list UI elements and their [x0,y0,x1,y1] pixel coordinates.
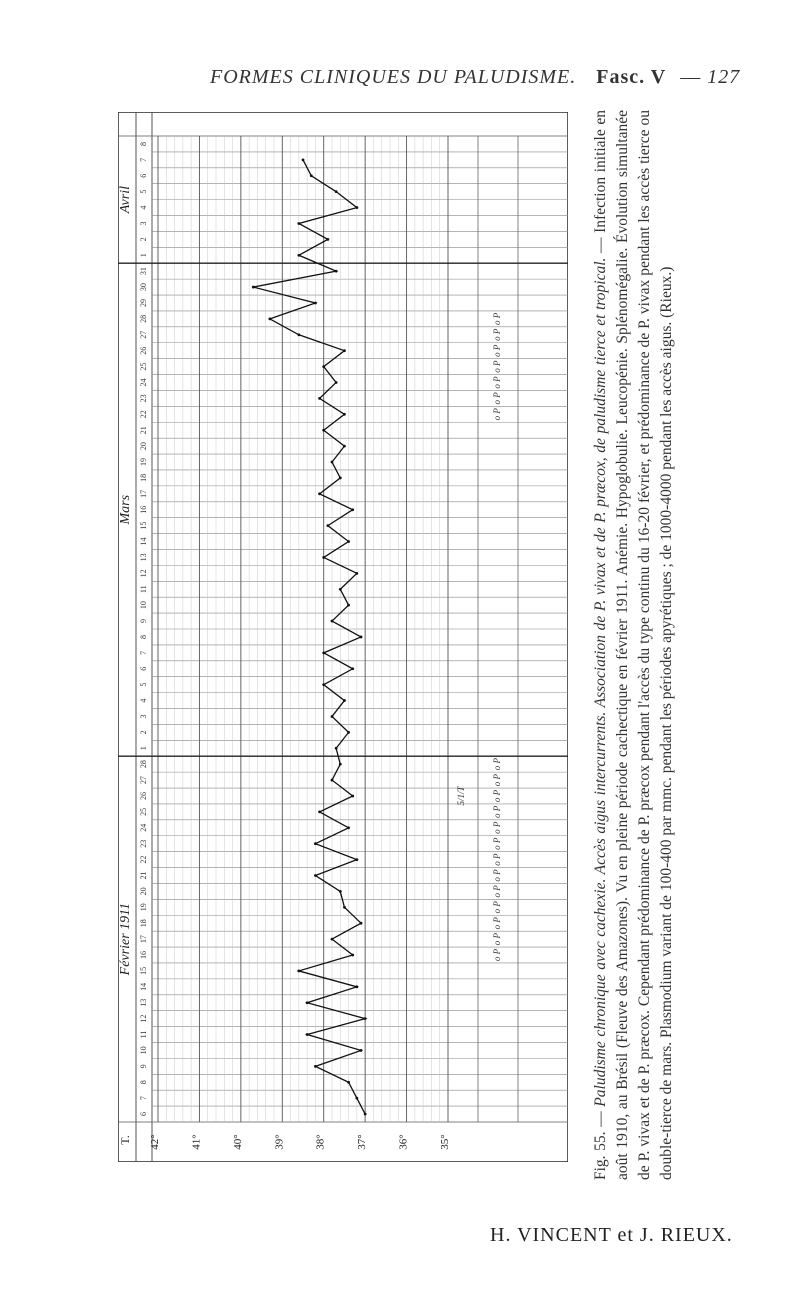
parasite-note: o P [492,869,503,882]
day-label: 24 [138,823,148,832]
fascicle-label: Fasc. V [596,66,667,88]
parasite-note: o P [492,344,503,357]
temperature-tick-label: 42° [149,1134,161,1150]
parasite-note: o P [492,392,503,405]
day-label: 18 [138,473,148,482]
month-label: Février 1911 [118,902,133,976]
day-label: 2 [138,237,148,242]
day-label: 31 [138,267,148,276]
month-labels [118,186,133,976]
day-label: 1 [138,746,148,751]
day-label: 13 [138,553,148,562]
day-label: 8 [138,634,148,639]
parasite-note: o P [492,885,503,898]
temperature-point [347,826,350,829]
day-label: 10 [138,1046,148,1055]
count-note: 5/1/T [456,786,467,806]
day-label: 27 [138,330,148,339]
day-label: 17 [138,935,148,944]
day-label: 5 [138,189,148,194]
temperature-tick-label: 35° [439,1134,451,1150]
figure-label: Fig. 55. — [592,1111,609,1180]
temperature-point [306,1001,309,1004]
parasite-note: o P [492,948,503,962]
temperature-point [343,413,346,416]
temperature-point [306,1033,309,1036]
chart-frame [118,112,568,1162]
temperature-point [318,397,321,400]
temperature-tick-label: 38° [314,1134,327,1150]
figure-title: Paludisme chronique avec cachexie. Accès aigus intercurrents. Association de P. vivax et de P. præcox, de paludisme tierce et tropical. [592,257,609,1107]
temperature-series [252,158,367,1115]
day-label: 6 [138,1112,148,1117]
figure-caption-area [590,110,710,1180]
page-header [210,66,770,89]
temperature-point [297,970,300,973]
day-label: 25 [138,807,148,816]
temperature-point [252,286,255,289]
axis-title: T. [118,1135,132,1145]
day-label: 9 [138,1064,148,1069]
temperature-point [331,938,334,941]
parasite-note: o P [492,837,503,850]
temperature-point [360,636,363,639]
temperature-point [326,238,329,241]
temperature-point [318,492,321,495]
temperature-point [339,890,342,893]
parasite-note: o P [492,312,503,326]
temperature-point [310,174,313,177]
parasite-note: o P [492,821,503,834]
day-label: 18 [138,919,148,928]
temperature-point [355,206,358,209]
parasite-note: o P [492,360,503,373]
day-labels [139,142,148,1116]
day-label: 9 [138,619,148,624]
day-label: 20 [138,442,148,451]
temperature-point [347,604,350,607]
temperature-point [355,858,358,861]
day-label: 3 [138,714,148,719]
parasite-note: o P [492,805,503,819]
parasite-note: o P [492,328,503,341]
temperature-tick-label: 40° [231,1134,244,1150]
parasite-note: o P [492,917,503,930]
temperature-point [314,842,317,845]
day-label: 3 [138,221,148,226]
temperature-point [314,302,317,305]
day-label: 11 [138,1030,148,1039]
temperature-point [347,1081,350,1084]
day-label: 29 [138,298,148,307]
temperature-point [351,954,354,957]
day-label: 19 [138,903,148,912]
temperature-point [364,1017,367,1020]
day-label: 5 [138,682,148,687]
running-title: FORMES CLINIQUES DU PALUDISME. [210,66,577,88]
day-label: 28 [138,314,148,323]
day-label: 12 [138,1014,148,1023]
day-label: 14 [138,982,148,991]
day-label: 22 [138,410,148,419]
day-label: 21 [138,426,148,435]
day-label: 23 [138,839,148,848]
temperature-point [339,588,342,591]
day-label: 26 [138,346,148,355]
day-label: 16 [138,951,148,960]
temperature-point [297,222,300,225]
temperature-chart [118,112,568,1162]
day-label: 24 [138,378,148,387]
temperature-point [351,795,354,798]
temperature-point [351,667,354,670]
temperature-point [343,699,346,702]
temperature-point [331,779,334,782]
temperature-point [331,461,334,464]
temperature-point [364,1113,367,1116]
day-label: 7 [138,1096,148,1101]
temperature-point [322,651,325,654]
parasite-note: o P [492,408,503,421]
header-dash: — [680,66,702,88]
temperature-point [355,572,358,575]
parasite-note: o P [492,758,503,771]
temperature-tick-label: 37° [356,1134,369,1150]
day-label: 1 [138,253,148,258]
temperature-point [347,731,350,734]
day-label: 8 [138,141,148,146]
temperature-point [335,270,338,273]
temperature-point [331,620,334,623]
day-label: 27 [138,776,148,785]
day-label: 25 [138,362,148,371]
temperature-point [322,556,325,559]
day-label: 6 [138,173,148,178]
temperature-point [326,524,329,527]
parasite-note: o P [492,376,503,389]
day-label: 10 [138,601,148,610]
day-label: 11 [138,585,148,594]
temperature-point [322,429,325,432]
temperature-point [339,763,342,766]
day-label: 8 [138,1080,148,1085]
day-label: 4 [138,698,148,703]
temperature-point [360,1049,363,1052]
temperature-point [297,254,300,257]
day-label: 7 [138,650,148,655]
day-label: 20 [138,887,148,896]
day-label: 6 [138,666,148,671]
day-label: 7 [138,157,148,162]
parasite-note: o P [492,789,503,803]
temperature-point [322,683,325,686]
temperature-point [343,445,346,448]
parasite-note: o P [492,773,503,787]
temperature-point [347,540,350,543]
day-label: 13 [138,998,148,1007]
temperature-labels [118,1134,451,1149]
temperature-point [339,477,342,480]
day-label: 21 [138,871,148,880]
day-label: 30 [138,283,148,292]
chart-grid [118,112,568,1162]
parasite-note: o P [492,932,503,946]
temperature-point [343,906,346,909]
temperature-tick-label: 39° [273,1134,286,1150]
authors-signature: H. VINCENT et J. RIEUX. [490,1224,733,1246]
temperature-point [335,190,338,193]
page-number: 127 [707,66,741,88]
figure-description: — Infection initiale en août 1910, au Brésil (Fleuve des Amazones). Vu en pleine période cachectique en février 1911. Anémie. Hypoglobulie. Leucopénie. Splénomégalie. Évolution simultanée de P. vivax et de P. præcox. Cependant prédominance de P. præcox pendant l'accès du type continu du 16-20 février, et prédominance de P. vivax pendant les accès tierce ou double-tierce de mars. Plasmodium variant de 100-400 par mmc. pendant les périodes apyrétiques ; de 1000-4000 pendant les accès aigus. (Rieux.) [592,110,675,1180]
day-label: 23 [138,394,148,403]
day-label: 17 [138,489,148,498]
temperature-line [253,160,365,1114]
day-label: 16 [138,505,148,514]
chart-annotations [456,312,502,961]
temperature-tick-label: 41° [190,1134,203,1150]
temperature-point [355,1097,358,1100]
temperature-point [268,317,271,320]
day-label: 14 [138,537,148,546]
temperature-point [335,747,338,750]
figure-caption [590,110,710,1180]
temperature-point [335,381,338,384]
day-label: 12 [138,569,148,578]
temperature-point [322,365,325,368]
day-label: 2 [138,730,148,735]
parasite-note: o P [492,853,503,866]
month-label: Mars [118,494,133,525]
temperature-point [343,349,346,352]
day-label: 22 [138,855,148,864]
temperature-point [302,158,305,161]
parasite-note: o P [492,901,503,914]
day-label: 26 [138,791,148,800]
day-label: 19 [138,458,148,467]
temperature-point [314,874,317,877]
temperature-point [297,333,300,336]
temperature-tick-label: 36° [397,1134,410,1150]
day-label: 4 [138,205,148,210]
temperature-point [355,985,358,988]
day-label: 15 [138,521,148,530]
temperature-point [360,922,363,925]
temperature-point [314,1065,317,1068]
month-label: Avril [118,185,133,214]
temperature-point [331,715,334,718]
day-label: 15 [138,966,148,975]
temperature-point [351,508,354,511]
day-label: 28 [138,760,148,769]
temperature-point [318,810,321,813]
